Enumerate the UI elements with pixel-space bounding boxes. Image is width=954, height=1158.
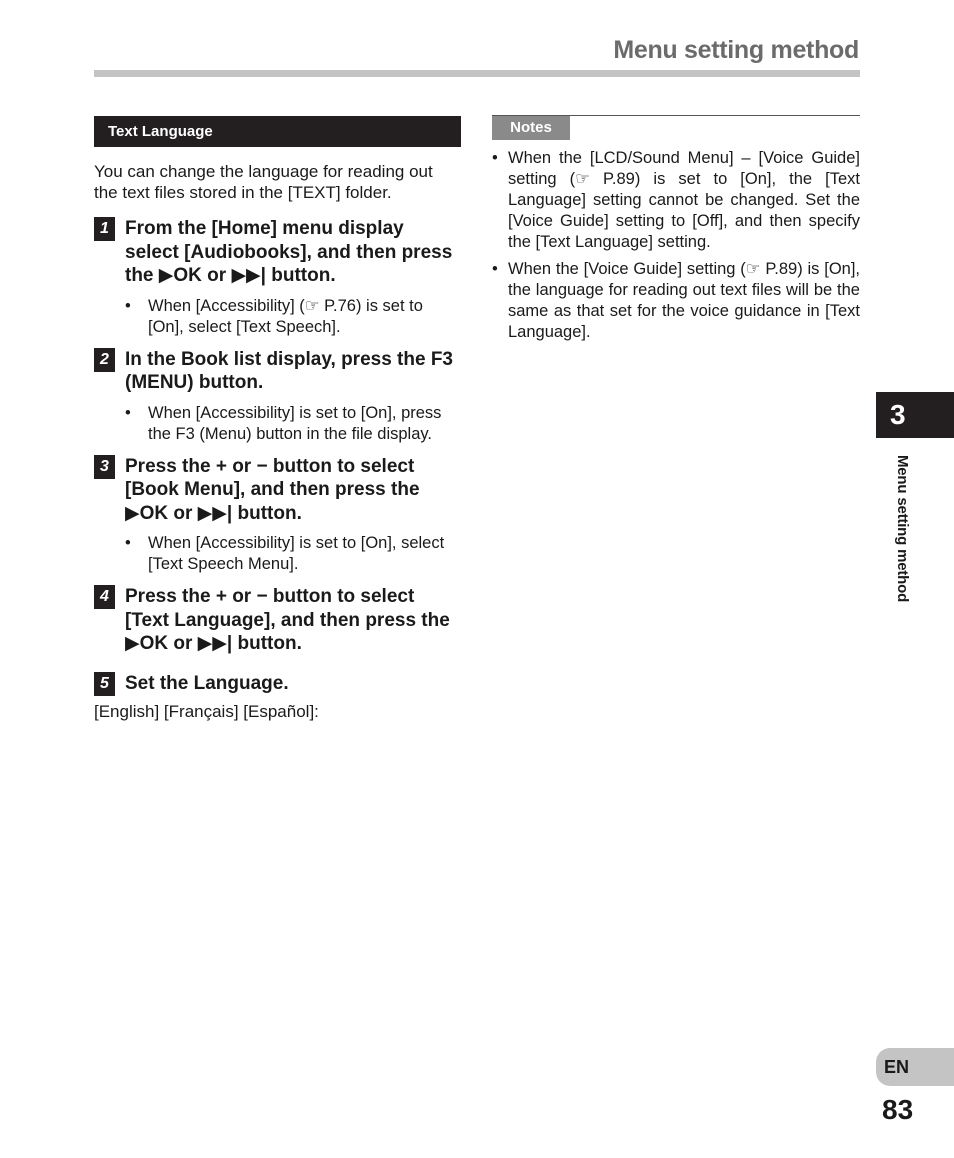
- step-4: [94, 585, 461, 656]
- page-number: 83: [882, 1094, 914, 1125]
- bullet-dot: •: [492, 149, 498, 167]
- step-title: From the [Home] menu display select [Audiobooks], and then press the ▶OK or ▶▶| button.: [125, 218, 453, 286]
- step-bullet: [125, 403, 461, 445]
- notes-column: [492, 115, 860, 343]
- step-number: 4: [94, 585, 115, 609]
- step-2: [94, 348, 461, 445]
- bullet-text: When [Accessibility] is set to [On], select [Text Speech Menu].: [148, 534, 445, 573]
- step-3: [94, 455, 461, 576]
- language-options: [English] [Français] [Español]:: [94, 702, 319, 721]
- step-number: 5: [94, 672, 115, 696]
- bullet-dot: •: [125, 403, 131, 422]
- title-rule: [94, 70, 860, 77]
- bullet-dot: •: [125, 534, 131, 552]
- step-title: Press the + or − button to select [Book Menu], and then press the ▶OK or ▶▶| button.: [125, 455, 420, 524]
- page-title: Menu setting method: [613, 36, 859, 64]
- chapter-side-label: [873, 455, 913, 635]
- step-number: 1: [94, 217, 115, 241]
- chapter-tab: 3: [876, 392, 954, 438]
- step-number: 3: [94, 455, 115, 479]
- step-number: 2: [94, 348, 115, 372]
- step-5: [94, 672, 461, 696]
- step-title: In the Book list display, press the F3 (MENU) button.: [125, 348, 454, 393]
- notes-label: Notes: [492, 116, 570, 140]
- chapter-label-text: Menu setting method: [894, 455, 911, 603]
- note-text: When the [Voice Guide] setting (☞ P.89) is [On], the language for reading out text files will be the same as that set for the voice guidance in [Text Language].: [508, 260, 860, 341]
- step-bullet: [125, 533, 461, 575]
- section-intro: You can change the language for reading out the text files stored in the [TEXT] folder.: [94, 162, 433, 202]
- section-title: Text Language: [94, 116, 461, 147]
- bullet-text: When [Accessibility] is set to [On], press the F3 (Menu) button in the file display.: [148, 403, 442, 443]
- bullet-text: When [Accessibility] (☞ P.76) is set to [On], select [Text Speech].: [148, 296, 423, 336]
- step-1: [94, 217, 461, 338]
- bullet-dot: •: [492, 260, 498, 278]
- step-title: Press the + or − button to select [Text Language], and then press the ▶OK or ▶▶| button.: [125, 586, 450, 654]
- step-bullet: [125, 296, 461, 338]
- note-text: When the [LCD/Sound Menu] – [Voice Guide] setting (☞ P.89) is set to [On], the [Text Language] setting cannot be changed. Set the [Voice Guide] setting to [Off], and then specify the [Text Language] setting.: [508, 149, 860, 251]
- step-title: Set the Language.: [125, 672, 289, 694]
- left-column: [94, 116, 461, 722]
- language-tab: EN: [876, 1048, 954, 1086]
- note-item: [492, 259, 860, 343]
- bullet-dot: •: [125, 296, 131, 315]
- note-item: [492, 148, 860, 253]
